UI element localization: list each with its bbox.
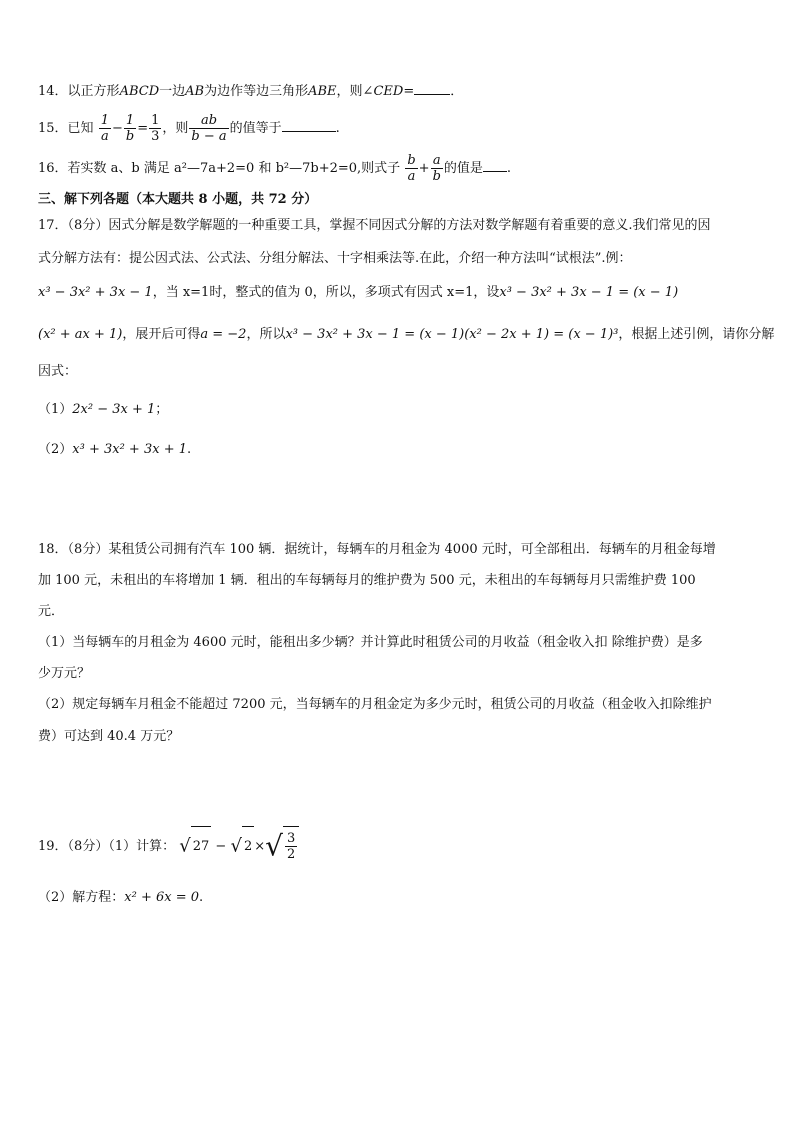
question-17-line-4: (x² + ax + 1)，展开后可得a = −2，所以x³ − 3x² + 3x − 1 = (x − 1)(x² − 2x + 1) = (x − 1)³，根据上述引例，请你分解 [38, 327, 775, 342]
question-18-part-1-line-2: 少万元？ [38, 666, 91, 681]
question-18-part-2-line-2: 费）可达到 40.4 万元？ [38, 729, 180, 744]
question-17-line-3: x³ − 3x² + 3x − 1，当 x=1时，整式的值为 0，所以，多项式有因式 x=1，设x³ − 3x² + 3x − 1 = (x − 1) [38, 285, 679, 300]
square-root: √ $\frac{3}{2}$ [265, 826, 299, 867]
question-17-line-1: 17．（8分）因式分解是数学解题的一种重要工具，掌握不同因式分解的方法对数学解题有着重要的意义.我们常见的因 [38, 218, 711, 233]
square-root: √ 2 [230, 826, 254, 867]
fraction: $\frac{1}{3}$ [151, 113, 160, 144]
question-19-part-1: 19．（8分）（1）计算： √ 27 − √ 2 ×√ $\frac{3}{2}$ [38, 826, 299, 867]
question-14: 14．以正方形ABCD一边AB为边作等边三角形ABE，则∠CED= ． [38, 84, 464, 99]
question-18-line-3: 元． [38, 604, 65, 619]
question-number: 15． [38, 121, 68, 136]
answer-blank [282, 119, 336, 132]
math-expression: a = −2 [200, 327, 247, 342]
question-number: 16． [38, 161, 68, 176]
section-heading: 三、解下列各题（本大题共 8 小题，共 72 分） [38, 192, 318, 207]
math-expression: x³ − 3x² + 3x − 1 = (x − 1) [499, 285, 679, 300]
fraction: $\frac{1}{b}$ [125, 113, 135, 144]
question-19-part-2: （2）解方程：x² + 6x = 0. [38, 890, 204, 905]
math-expression: x³ − 3x² + 3x − 1 = (x − 1)(x² − 2x + 1) = (x − 1)³ [285, 327, 619, 342]
fraction: $\frac{b}{a}$ [407, 153, 416, 184]
question-18-part-1-line-1: （1）当每辆车的月租金为 4600 元时，能租出多少辆？并计算此时租赁公司的月收益（租金收入扣 除维护费）是多 [38, 635, 703, 650]
fraction: $\frac{a}{b}$ [432, 153, 441, 184]
answer-blank [414, 82, 450, 95]
math-expression: (x² + ax + 1) [38, 327, 123, 342]
question-17-part-2: （2）x³ + 3x² + 3x + 1. [38, 442, 192, 457]
question-18-part-2-line-1: （2）规定每辆车月租金不能超过 7200 元，当每辆车的月租金定为多少元时，租赁公司的月收益（租金收入扣除维护 [38, 697, 712, 712]
math-expression: 2x² − 3x + 1 [72, 402, 156, 417]
answer-blank [483, 159, 507, 172]
question-18-line-1: 18．（8分）某租赁公司拥有汽车 100 辆．据统计，每辆车的月租金为 4000 元时，可全部租出．每辆车的月租金每增 [38, 542, 716, 557]
fraction: $\frac{1}{a}$ [100, 113, 109, 144]
question-17-part-1: （1）2x² − 3x + 1； [38, 402, 169, 417]
square-root: √ 27 [179, 826, 211, 867]
question-15: 15．已知 $\frac{1}{a}$ − $\frac{1}{b}$ = $\frac{1}{3}$ ，则 $\frac{ab}{b - a}$ 的值等于 . [38, 113, 340, 144]
question-17-line-2: 式分解方法有：提公因式法、公式法、分组分解法、十字相乘法等.在此，介绍一种方法叫“试根法”.例： [38, 251, 632, 266]
math-expression: x³ − 3x² + 3x − 1 [38, 285, 153, 300]
question-16: 16．若实数 a、b 满足 a²—7a+2=0 和 b²—7b+2=0,则式子 $\frac{b}{a}$ + $\frac{a}{b}$ 的值是 . [38, 153, 512, 184]
question-17-line-5: 因式： [38, 364, 78, 379]
question-number: 14． [38, 84, 68, 99]
math-expression: x³ + 3x² + 3x + 1 [72, 442, 187, 457]
fraction: $\frac{ab}{b - a}$ [191, 113, 227, 144]
question-18-line-2: 加 100 元，未租出的车将增加 1 辆．租出的车每辆每月的维护费为 500 元，未租出的车每辆每月只需维护费 100 [38, 573, 696, 588]
math-expression: x² + 6x = 0 [124, 890, 200, 905]
